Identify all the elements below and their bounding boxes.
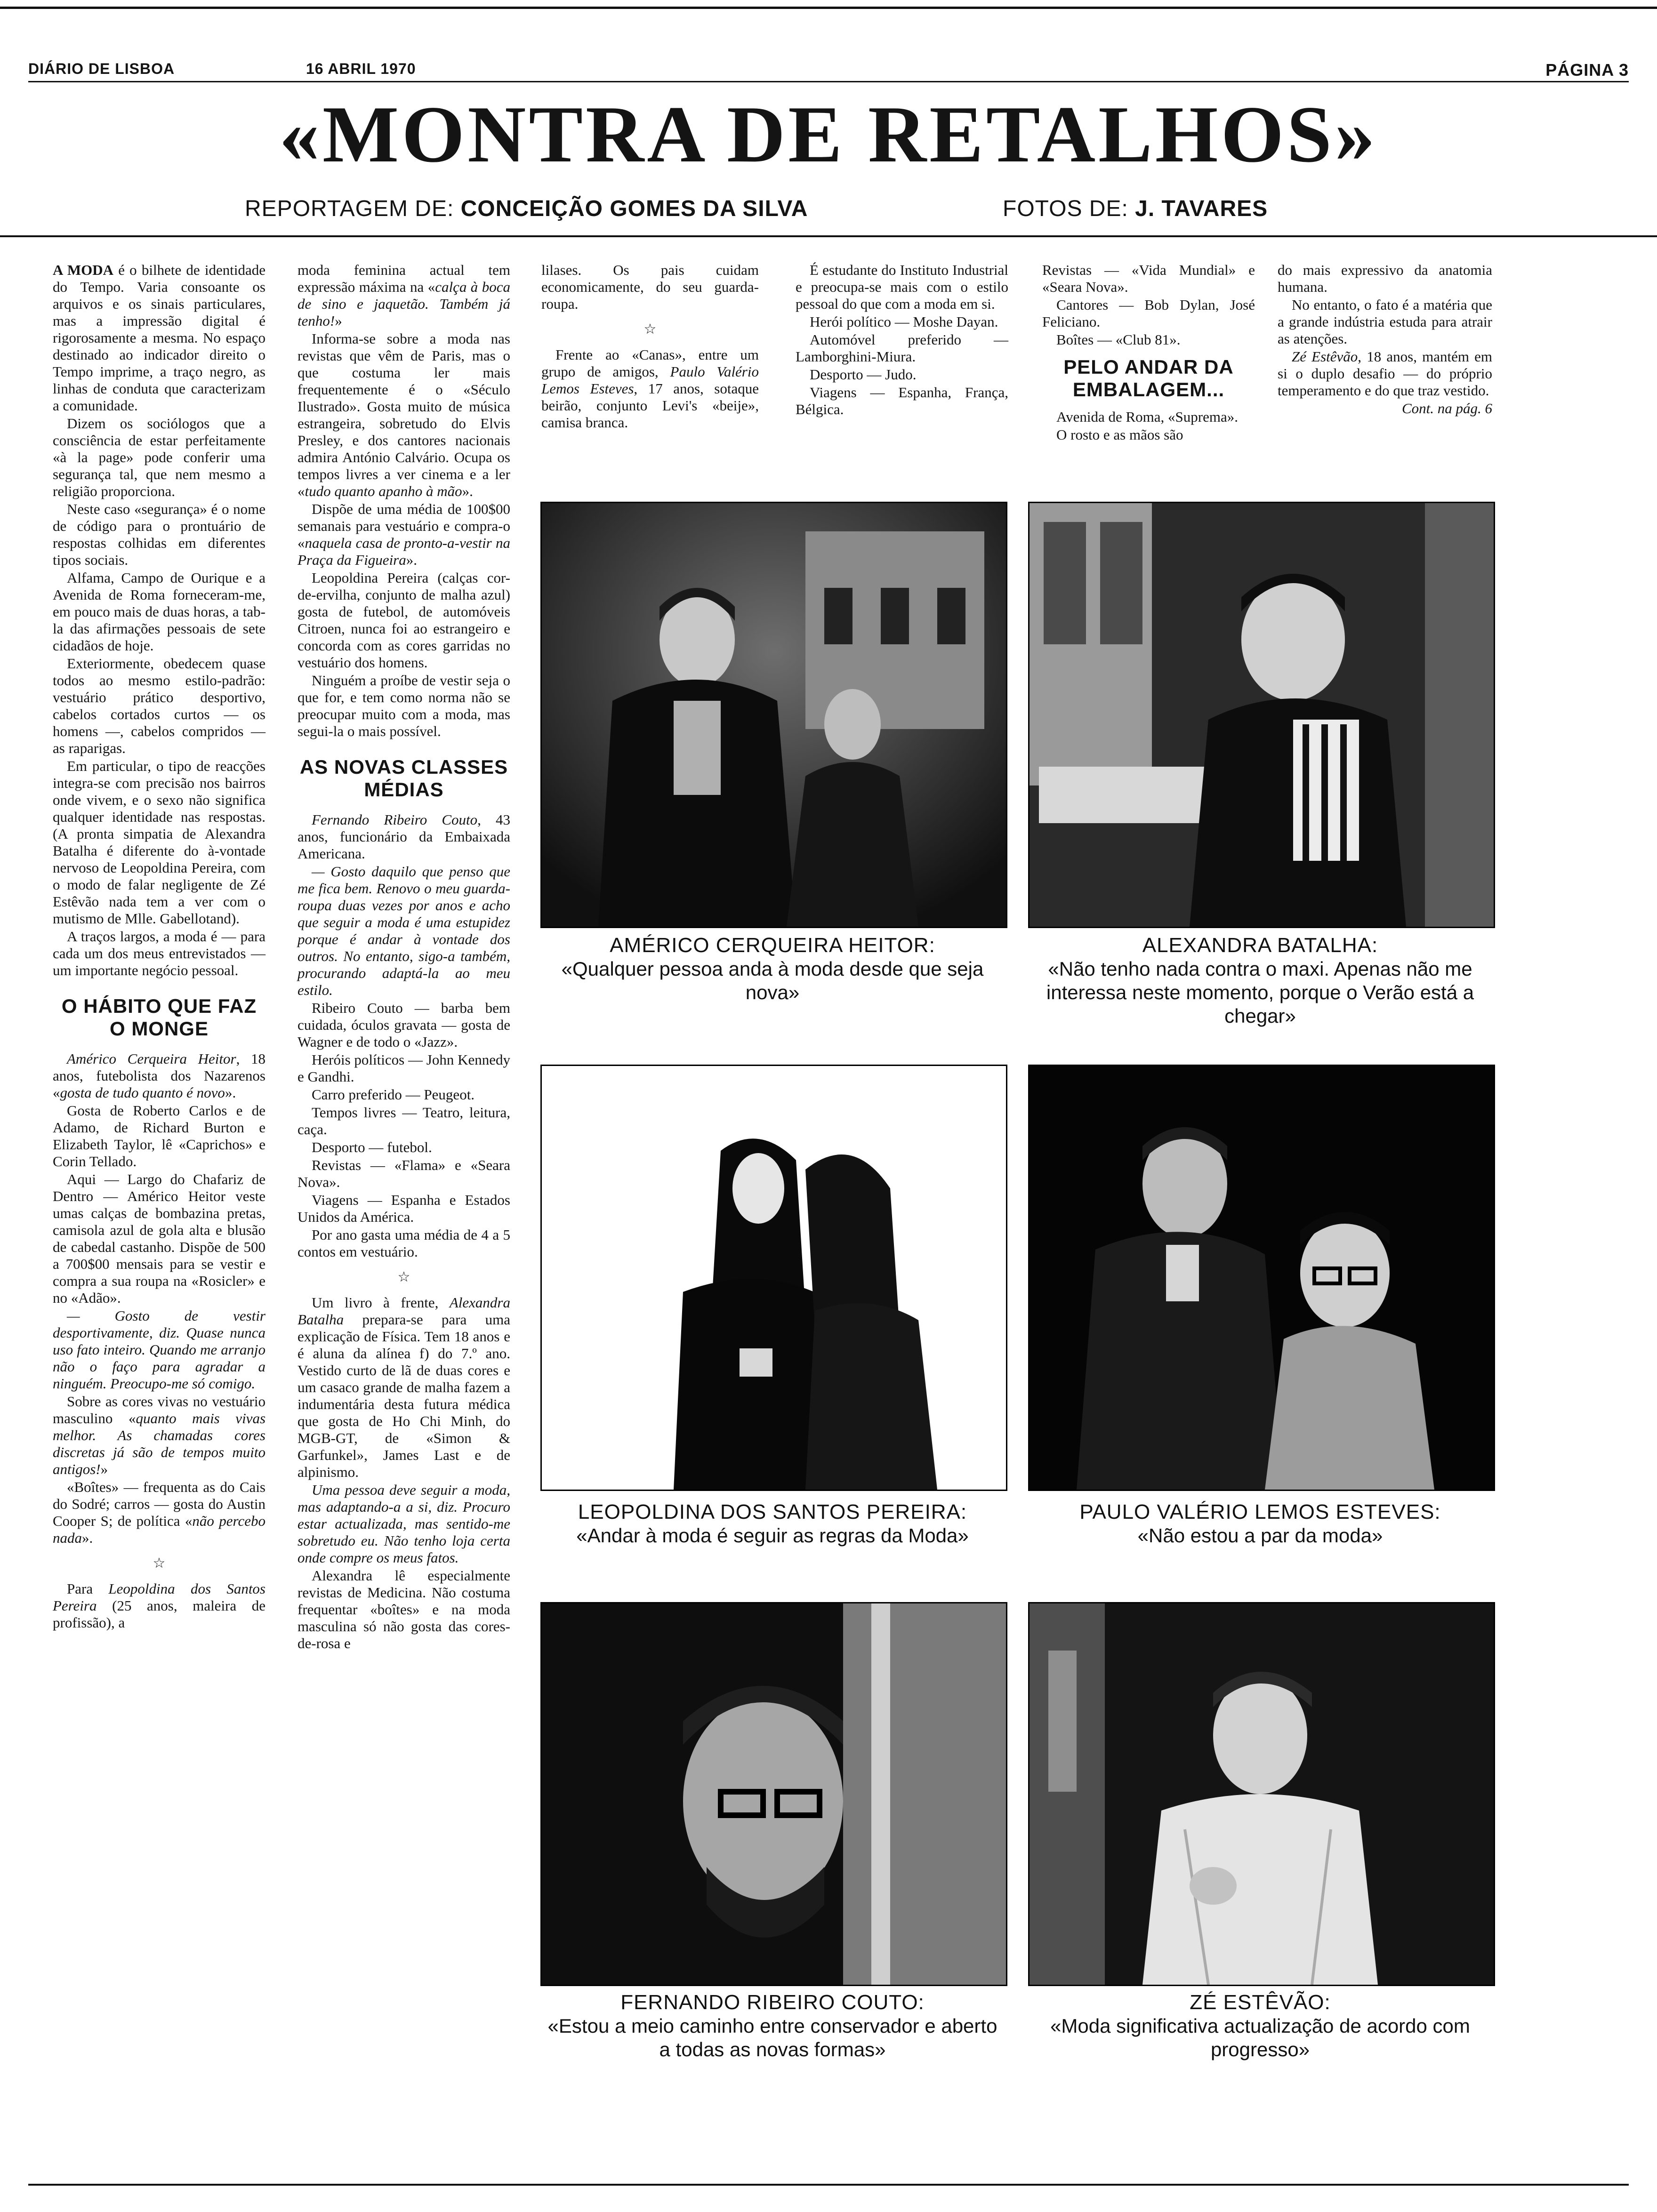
col2-p3: Dispõe de uma média de 100$00 semanais para vestuário e compra-o «naquela casa de pronto-a-vestir na Praça da Figueira». (298, 501, 510, 568)
col1-p12: Sobre as cores vivas no vestuário masculino «quanto mais vivas melhor. As chamadas cores discretas já são de tempos muito antigos!» (53, 1393, 266, 1477)
photo-fernando-ribeiro-couto (540, 1602, 1007, 1986)
col4-p2: Herói político — Moshe Dayan. (810, 313, 998, 330)
caption-paulo-valerio-esteves (1028, 1500, 1492, 1547)
text-column-4 (796, 262, 1008, 419)
col1-p5: Exteriormente, obedecem quase todos ao mesmo estilo-padrão: vestuário prático desportivo, cabelos cortados curtos — os homens —, cabelos compridos — as raparigas. (53, 655, 265, 756)
col1-p2: Dizem os sociólogos que a consciência de estar perfeitamente «à la page» pode conferir uma segurança tal, que nem mesmo a religião proporciona. (53, 415, 265, 499)
col2-p4: Leopoldina Pereira (calças cor-de-ervilha, conjunto de malha azul) gosta de futebol, de automóveis Citroen, nunca foi ao estrangeiro e concorda com as cores garridas no vestuário dos homens. (298, 569, 510, 671)
col1-p10: Aqui — Largo do Chafariz de Dentro — Américo Heitor veste umas calças de bombazina pretas, camisola azul de gola alta e blusão de cabedal castanho. Dispõe de 500 a 700$00 mensais para se vestir e compra a sua roupa na «Rosicler» e no «Adão». (53, 1171, 265, 1306)
col5-p4: Avenida de Roma, «Suprema». (1056, 409, 1238, 425)
bottom-rule (28, 2184, 1629, 2186)
photo-label: FOTOS DE: (1003, 196, 1128, 221)
col6-p3: Zé Estêvão, 18 anos, mantém em si o duplo desafio — do próprio temperamento e do que traz vestido. (1278, 348, 1492, 399)
caption-quote: «Não tenho nada contra o maxi. Apenas não me interessa neste momento, porque o Verão está a chegar» (1046, 958, 1474, 1027)
photo-ze-estevao-image (1030, 1603, 1494, 1985)
photo-fernando-ribeiro-couto-image (542, 1603, 1006, 1985)
col2-p13: Revistas — «Flama» e «Seara Nova». (298, 1157, 510, 1190)
credits (0, 196, 1657, 224)
subhead-pelo-andar: PELO ANDAR DA EMBALAGEM... (1063, 356, 1234, 401)
col2-p5: Ninguém a proíbe de vestir seja o que for, e tem como norma não se preocupar muito com a moda, mas segui-la o mais possível. (298, 672, 510, 739)
col1-p6: Em particular, o tipo de reacções integra-se com precisão nos bairros onde vivem, e o sexo não significa qualquer identidade nas respostas. (A pronta simpatia de Alexandra Batalha é diferente do à-vontade nervoso de Leopoldina Pereira, com o modo de falar negligente de Zé Estêvão nada tem a ver com o mutismo de Mlle. Gabellotand). (53, 758, 265, 927)
photo-alexandra-batalha-image (1030, 503, 1494, 927)
col5-p2: Cantores — Bob Dylan, José Feliciano. (1042, 297, 1255, 330)
caption-name: PAULO VALÉRIO LEMOS ESTEVES: (1079, 1500, 1441, 1523)
caption-alexandra-batalha (1028, 934, 1492, 1028)
caption-quote: «Moda significativa actualização de acordo com progresso» (1050, 2015, 1470, 2060)
col2-p8: Ribeiro Couto — barba bem cuidada, óculos gravata — gosta de Wagner e de todo o «Jazz». (298, 1000, 510, 1050)
caption-americo-heitor (540, 934, 1005, 1004)
caption-quote: «Estou a meio caminho entre conservador e aberto a todas as novas formas» (547, 2015, 997, 2060)
photo-leopoldina-pereira-image (542, 1066, 1006, 1490)
text-column-6 (1278, 262, 1492, 418)
col2-p9: Heróis políticos — John Kennedy e Gandhi. (298, 1051, 510, 1085)
caption-quote: «Não estou a par da moda» (1137, 1524, 1383, 1547)
text-column-3 (541, 262, 759, 432)
top-rule (0, 7, 1657, 9)
photo-alexandra-batalha (1028, 502, 1495, 928)
col1-p11: — Gosto de vestir desportivamente, diz. Quase nunca uso fato inteiro. Quando me arranjo não o faço para agradar a ninguém. Preocupo-me só comigo. (53, 1307, 265, 1392)
photo-americo-heitor-image (542, 503, 1006, 927)
col4-p4: Desporto — Judo. (810, 366, 917, 383)
col2-p1: moda feminina actual tem expressão máxima na «calça à boca de sino e jaquetão. Também já tenho!» (298, 262, 510, 329)
col2-p18: Alexandra lê especialmente revistas de Medicina. Não costuma frequentar «boîtes» e na moda masculina só não gosta das cores-de-rosa e (298, 1567, 510, 1651)
col2-p10: Carro preferido — Peugeot. (312, 1086, 475, 1103)
photo-americo-heitor (540, 502, 1007, 928)
caption-name: ALEXANDRA BATALHA: (1142, 934, 1378, 957)
col1-p8: Américo Cerqueira Heitor, 18 anos, futebolista dos Nazarenos «gosta de tudo quanto é novo». (53, 1050, 265, 1101)
report-name: CONCEIÇÃO GOMES DA SILVA (460, 196, 808, 221)
col2-p12: Desporto — futebol. (312, 1139, 432, 1155)
subhead-novas-classes: AS NOVAS CLASSES MÉDIAS (299, 756, 508, 801)
photo-name: J. TAVARES (1135, 196, 1268, 221)
col6-continuation: Cont. na pág. 6 (1401, 400, 1492, 417)
photo-ze-estevao (1028, 1602, 1495, 1986)
col1-p7: A traços largos, a moda é — para cada um dos meus entrevistados — um importante negócio pessoal. (53, 928, 265, 978)
col2-p16: Um livro à frente, Alexandra Batalha prepara-se para uma explicação de Física. Tem 18 anos e é aluna da alínea f) do 7.º ano. Vestido curto de lã de duas cores e um casaco grande de malha fazem a indumentária desta futura médica que gosta de Ho Chi Minh, do MGB-GT, de «Simon & Garfunkel», James Last e de alpinismo. (298, 1294, 510, 1480)
col6-p2: No entanto, o fato é a matéria que a grande indústria estuda para atrair as atenções. (1278, 297, 1492, 347)
caption-leopoldina-pereira (540, 1500, 1005, 1547)
text-column-5 (1042, 262, 1255, 444)
col2-p14: Viagens — Espanha e Estados Unidos da América. (298, 1192, 510, 1225)
col2-p17: Uma pessoa deve seguir a moda, mas adaptando-a a si, diz. Procuro estar actualizada, mas sentido-me sobretudo eu. Não tenho loja certa onde compre os meus fatos. (298, 1482, 510, 1566)
caption-ze-estevao (1028, 1991, 1492, 2061)
col5-p5: O rosto e as mãos são (1056, 426, 1183, 443)
subhead-o-habito: O HÁBITO QUE FAZ O MONGE (61, 995, 257, 1040)
col1-star-divider: ☆ (153, 1555, 166, 1571)
col3-p1: lilases. Os pais cuidam economicamente, do seu guarda-roupa. (541, 262, 759, 312)
masthead-paper: DIÁRIO DE LISBOA (28, 60, 175, 77)
col1-p14: Para Leopoldina dos Santos Pereira (25 anos, maleira de profissão), a (53, 1580, 265, 1631)
masthead-date: 16 ABRIL 1970 (306, 60, 416, 77)
caption-quote: «Andar à moda é seguir as regras da Moda» (576, 1524, 969, 1547)
credits-rule (0, 235, 1657, 237)
col2-p15: Por ano gasta uma média de 4 a 5 contos em vestuário. (298, 1226, 510, 1260)
col2-p11: Tempos livres — Teatro, leitura, caça. (298, 1104, 510, 1138)
caption-name: AMÉRICO CERQUEIRA HEITOR: (610, 934, 935, 957)
col4-p5: Viagens — Espanha, França, Bélgica. (796, 384, 1008, 417)
report-label: REPORTAGEM DE: (245, 196, 454, 221)
col3-p2: Frente ao «Canas», entre um grupo de amigos, Paulo Valério Lemos Esteves, 17 anos, sotaque beirão, conjunto Levi's «beije», camisa branca. (541, 346, 759, 431)
col2-p2: Informa-se sobre a moda nas revistas que vêm de Paris, mas o que costuma ler mais frequentemente é o «Século Ilustrado». Gosta muito de música estrangeira, sobretudo do Elvis Presley, e dos cantores nacionais admira António Calvário. Ocupa os tempos livres a ver cinema e a ler «tudo quanto apanho à mão». (298, 330, 510, 499)
caption-name: FERNANDO RIBEIRO COUTO: (620, 1991, 925, 2014)
col1-p1: A MODA é o bilhete de identidade do Tempo. Varia consoante os arquivos e os sinais particulares, mas a impressão digital é rigorosamente a mesma. No espaço destinado ao indicador direito o Tempo imprime, a traço negro, as linhas de conduta que caracterizam a comunidade. (53, 262, 265, 414)
caption-name: LEOPOLDINA DOS SANTOS PEREIRA: (578, 1500, 967, 1523)
headline: «MONTRA DE RETALHOS» (279, 90, 1378, 179)
col2-p6: Fernando Ribeiro Couto, 43 anos, funcionário da Embaixada Americana. (298, 811, 510, 862)
caption-name: ZÉ ESTÊVÃO: (1190, 1991, 1331, 2014)
col3-star-divider: ☆ (643, 321, 657, 337)
col2-star-divider: ☆ (397, 1269, 410, 1285)
masthead-page: PÁGINA 3 (1545, 60, 1629, 80)
text-column-1 (53, 262, 265, 1632)
col1-p13: «Boîtes» — frequenta as do Cais do Sodré; carros — gosta do Austin Cooper S; de política «não percebo nada». (53, 1479, 265, 1546)
col4-p3: Automóvel preferido — Lamborghini-Miura. (796, 331, 1008, 365)
photo-paulo-valerio-esteves-image (1030, 1066, 1494, 1490)
report-credit (245, 196, 808, 222)
text-column-2 (298, 262, 510, 1653)
photo-credit (1003, 196, 1268, 222)
col1-p3: Neste caso «segurança» é o nome de código para o prontuário de respostas colhidas em diferentes tipos sociais. (53, 501, 265, 568)
caption-fernando-ribeiro-couto (540, 1991, 1005, 2061)
masthead (28, 56, 1629, 84)
col5-p1: Revistas — «Vida Mundial» e «Seara Nova». (1042, 262, 1255, 295)
col5-p3: Boîtes — «Club 81». (1056, 331, 1181, 348)
masthead-rule (28, 81, 1629, 82)
caption-quote: «Qualquer pessoa anda à moda desde que seja nova» (561, 958, 984, 1003)
col4-p1: É estudante do Instituto Industrial e preocupa-se mais com o estilo pessoal do que com a moda em si. (796, 262, 1008, 312)
photo-leopoldina-pereira (540, 1065, 1007, 1491)
col6-p1: do mais expressivo da anatomia humana. (1278, 262, 1492, 295)
col1-p9: Gosta de Roberto Carlos e de Adamo, de Richard Burton e Elizabeth Taylor, lê «Caprichos» e Corin Tellado. (53, 1102, 265, 1170)
photo-paulo-valerio-esteves (1028, 1065, 1495, 1491)
col2-p7: — Gosto daquilo que penso que me fica bem. Renovo o meu guarda-roupa duas vezes por anos e acho que seguir a moda é uma estupidez porque é andar à vontade dos outros. No entanto, sigo-a também, procurando adaptá-la ao meu estilo. (298, 863, 510, 998)
col1-p4: Alfama, Campo de Ourique e a Avenida de Roma forneceram-me, em pouco mais de duas horas, a tab-la das afirmações pessoais de sete cidadãos de hoje. (53, 569, 265, 654)
